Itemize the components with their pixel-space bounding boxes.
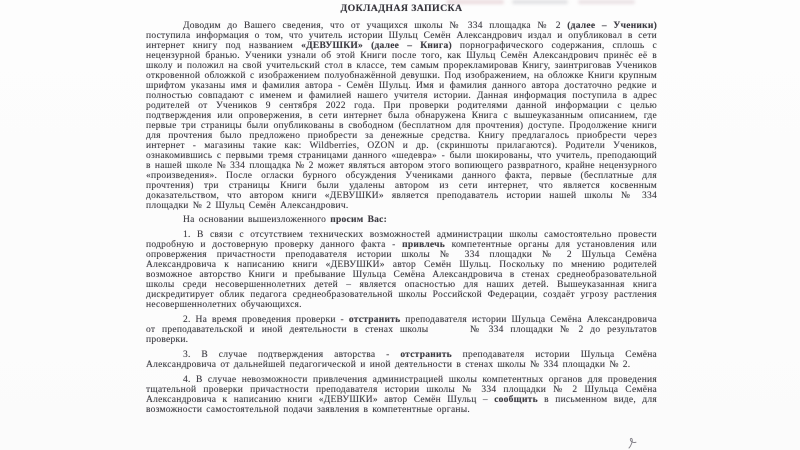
memo-request-item-4: [146, 375, 657, 415]
text-run: порнографического содержания, сплошь с нецензурной бранью. Ученики узнали об этой Книги после того, как Шульц Семён Александрович принёс её в школу и положил на свой учительский стол в классе, тем самым прорекламировав Книгу, заинтриговав Учеников откровенной обложкой с изображением полуобнажённой девушки. Под изображением, на обложке Книги крупным шрифтом указаны имя и фамилия автора - Семён Шульц. Имя и фамилия данного автора достаточно редкие и полностью совпадают с именем и фамилией нашего учителя истории. Данная информация поступила в адрес родителей от Учеников 9 сентября 2022 года. При проверки родителями данной информации с целью подтверждения или опровержения, в сети интернет была обнаружена Книга с вышеуказанным описанием, где первые три страницы были опубликованы в свободном (бесплатном для прочтения) доступе. Продолжение книги для прочтения было предложено приобрести за денежные средства. Книгу предлагалось приобрести через интернет - магазины такие как: Wildberries, OZON и др. (скриншоты прилагаются). Родители Учеников, ознакомившись с первыми тремя страницами данного «шедевра» - были шокированы, что учитель, преподающий в нашей школе № 334 площадка № 2 может являться автором этого вопиющего развратного, крайне нецензурного «произведения». После огласки бурного обсуждения Учениками данного факта, первые (бесплатные для прочтения) три страницы Книги были удалены автором из сети интернет, что является косвенным доказательством, что автором книги «ДЕВУШКИ» является преподаватель истории нашей школы № 334 площадки № 2 Шульц Семён Александрович.: [146, 41, 658, 211]
text-run: преподавателя истории Шульца Семёна Александровича от дальнейшей педагогической и иной деятельности в стенах школы № 334 площадки № 2.: [146, 350, 657, 370]
memo-request-item-1: [146, 230, 657, 310]
pen-stroke-mark: [626, 436, 640, 450]
text-run-bold: просим Вас:: [330, 215, 388, 225]
text-run: поступила информация о том, что учитель истории Шульц Семён Александрович издал и опубликовал в сети интернет книгу под названием: [146, 31, 657, 51]
memo-intro-paragraph: [146, 21, 657, 211]
memo-title: ДОКЛАДНАЯ ЗАПИСКА: [340, 3, 463, 14]
text-run-bold: (далее – Ученики): [567, 21, 658, 31]
text-run-bold: сообщить: [494, 395, 538, 405]
text-run: в письменном виде, для возможности самостоятельной подачи заявления в компетентные органы.: [146, 395, 657, 415]
memo-request-item-3: [146, 350, 657, 370]
text-run: 3. В случае подтверждения авторства -: [183, 350, 401, 360]
text-run-bold: привлечь: [402, 240, 446, 250]
memo-request-item-2: [146, 315, 657, 345]
text-run-bold: отстранить: [348, 315, 401, 325]
text-run-bold: «ДЕВУШКИ» (далее – Книга): [301, 41, 452, 51]
memo-request-intro: [146, 215, 657, 225]
text-run: 2. На время проведения проверки -: [183, 315, 349, 325]
text-run: компетентные органы для установления или опровержения причастности преподавателя истории школы № 334 площадки № 2 Шульца Семёна Александровича к написанию книги «ДЕВУШКИ» автор Семён Шульц. Поскольку по мнению родителей возможное авторство Книги и пребывание Шульца Семёна Александровича в стенах среднеобразовательной школы среди несовершеннолетних детей – является опасностью для наших детей. Вышеуказанная книга дискредитирует облик педагога среднеобразовательной школы Российской Федерации, создаёт угрозу растления несовершеннолетних обучающихся.: [146, 240, 658, 310]
text-run: На основании вышеизложенного: [183, 215, 331, 225]
text-run: 1. В связи с отсутствием технических возможностей администрации школы самостоятельно провести подробную и достоверную проверку данного факта -: [146, 230, 657, 250]
text-run-bold: отстранить: [400, 350, 452, 360]
memo-body: [146, 3, 657, 420]
text-run: 4. В случае невозможности привлечения администрацией школы компетентных органов для проведения тщательной проверки причастности преподавателя истории школы № 334 площадки № 2 Шульца Семёна Александровича к написанию книги «ДЕВУШКИ» автор Семён Шульц –: [146, 375, 657, 405]
text-run: преподавателя истории Шульца Семёна Александровича от преподавательской и иной деятельности в стенах школы № 334 площадки № 2 до результатов проверки.: [146, 315, 657, 345]
text-run: Доводим до Вашего сведения, что от учащихся школы № 334 площадка № 2: [183, 21, 568, 31]
